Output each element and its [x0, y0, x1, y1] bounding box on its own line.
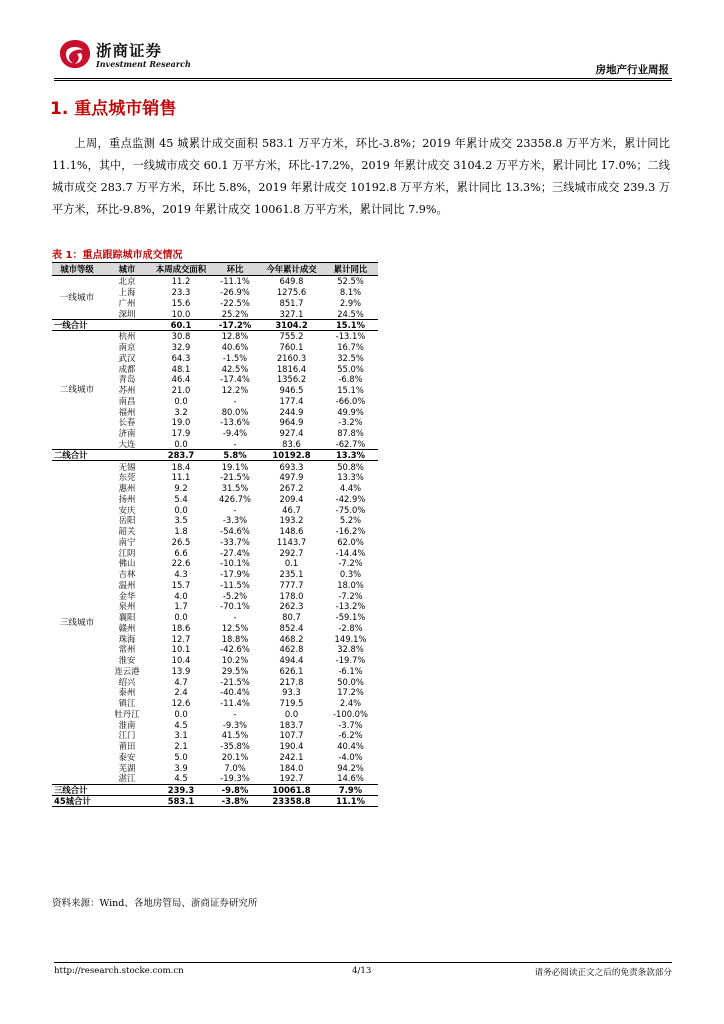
wow-change: 41.5%: [221, 730, 249, 741]
wow-change: -3.8%: [210, 795, 260, 806]
weekly-area: 13.9: [171, 665, 191, 676]
yoy-change: -100.0%: [333, 708, 368, 719]
ytd-volume: 462.8: [279, 644, 304, 655]
footer-disclaimer: 请务必阅读正文之后的免责条款部分: [534, 968, 672, 978]
ytd-volume: 2160.3: [276, 352, 307, 363]
weekly-area: 12.7: [171, 633, 191, 644]
wow-change: -11.4%: [220, 698, 250, 709]
grand-total-label: 45城合计: [52, 795, 152, 806]
yoy-change: 13.3%: [323, 450, 378, 461]
weekly-area: 64.3: [171, 352, 191, 363]
city-name: 赣州: [118, 622, 136, 633]
wow-change: 10.2%: [221, 655, 249, 666]
city-name: 青岛: [118, 374, 136, 385]
city-name: 苏州: [118, 385, 136, 396]
wow-change: -: [233, 395, 237, 406]
yoy-change: -42.9%: [335, 493, 366, 504]
city-sales-table: [52, 262, 378, 807]
yoy-change: 52.5%: [337, 276, 364, 287]
weekly-area: 583.1: [152, 795, 210, 806]
city-name: 东莞: [118, 472, 136, 483]
yoy-change: 40.4%: [337, 741, 364, 752]
weekly-area: 48.1: [171, 363, 191, 374]
ytd-volume: 946.5: [279, 385, 304, 396]
yoy-change: 2.9%: [339, 297, 362, 308]
weekly-area: 17.9: [171, 428, 191, 439]
ytd-volume: 193.2: [279, 515, 304, 526]
wow-change: -: [233, 708, 237, 719]
weekly-area: 0.0: [174, 612, 188, 623]
city-name: 南京: [118, 342, 136, 353]
yoy-change: -6.2%: [338, 730, 363, 741]
weekly-area: 11.1: [171, 472, 191, 483]
yoy-change: 8.1%: [339, 287, 362, 298]
city-name: 岳阳: [118, 515, 136, 526]
yoy-change: 2.4%: [339, 698, 362, 709]
yoy-change: 7.9%: [323, 784, 378, 795]
column-header: 累计同比: [323, 263, 378, 276]
ytd-volume: 177.4: [279, 395, 304, 406]
yoy-change: 11.1%: [323, 795, 378, 806]
wow-change: -11.5%: [220, 579, 250, 590]
weekly-area: 1.7: [174, 601, 188, 612]
ytd-volume: 190.4: [279, 741, 304, 752]
city-name: 牡丹江: [114, 708, 140, 719]
ytd-volume: 719.5: [279, 698, 304, 709]
weekly-area: 0.0: [174, 438, 188, 449]
weekly-area: 60.1: [152, 320, 210, 331]
page-number: 4/13: [352, 966, 372, 976]
ytd-volume: 760.1: [279, 342, 304, 353]
city-name: 连云港: [114, 665, 140, 676]
city-name: 佛山: [118, 558, 136, 569]
weekly-area: 4.7: [174, 676, 188, 687]
wow-change: -: [233, 612, 237, 623]
weekly-area: 21.0: [171, 385, 191, 396]
city-name: 珠海: [118, 633, 136, 644]
city-name: 江阴: [118, 547, 136, 558]
city-name: 淮安: [118, 655, 136, 666]
footer-url[interactable]: http://research.stocke.com.cn: [54, 966, 184, 976]
city-name: 温州: [118, 579, 136, 590]
wow-change: -19.3%: [220, 773, 250, 784]
tier-label: 一线城市: [59, 292, 95, 303]
city-name: 大连: [118, 438, 136, 449]
ytd-volume: 3104.2: [260, 320, 323, 331]
weekly-area: 46.4: [171, 374, 191, 385]
ytd-volume: 235.1: [279, 569, 304, 580]
yoy-change: 55.0%: [337, 363, 364, 374]
ytd-volume: 148.6: [279, 526, 304, 537]
weekly-area: 3.9: [174, 762, 188, 773]
city-name: 广州: [118, 297, 136, 308]
weekly-area: 6.6: [174, 547, 188, 558]
weekly-area: 4.5: [174, 719, 188, 730]
logo-text-cn: 浙商证券: [96, 42, 163, 60]
wow-change: -10.1%: [220, 558, 250, 569]
weekly-area: 10.0: [171, 308, 191, 319]
ytd-volume: 10192.8: [260, 450, 323, 461]
city-name: 福州: [118, 406, 136, 417]
ytd-volume: 46.7: [282, 504, 301, 515]
wow-change: 25.2%: [221, 308, 249, 319]
weekly-area: 5.0: [174, 751, 188, 762]
city-name: 淮南: [118, 719, 136, 730]
city-name: 上海: [118, 287, 136, 298]
city-name: 惠州: [118, 483, 136, 494]
weekly-area: 15.7: [171, 579, 191, 590]
city-name: 金华: [118, 590, 136, 601]
yoy-change: 14.6%: [337, 773, 364, 784]
ytd-volume: 649.8: [279, 276, 304, 287]
city-name: 镇江: [118, 698, 136, 709]
yoy-change: -75.0%: [335, 504, 366, 515]
weekly-area: 283.7: [152, 450, 210, 461]
wow-change: -3.3%: [222, 515, 248, 526]
ytd-volume: 10061.8: [260, 784, 323, 795]
city-name: 湛江: [118, 773, 136, 784]
yoy-change: 50.0%: [337, 676, 364, 687]
grand-total-row: [52, 795, 378, 806]
header-rule: [54, 78, 672, 79]
table-row: [52, 331, 378, 342]
yoy-change: 49.9%: [337, 406, 364, 417]
column-header: 城市等级: [52, 263, 102, 276]
city-name: 襄阳: [118, 612, 136, 623]
ytd-volume: 262.3: [279, 601, 304, 612]
wow-change: 19.1%: [221, 461, 249, 472]
ytd-volume: 217.8: [279, 676, 304, 687]
yoy-change: 0.3%: [339, 569, 362, 580]
city-name: 江门: [118, 730, 136, 741]
report-type: 房地产行业周报: [595, 64, 669, 76]
subtotal-label: 二线合计: [52, 450, 152, 461]
wow-change: -27.4%: [220, 547, 250, 558]
weekly-area: 5.4: [174, 493, 188, 504]
wow-change: 31.5%: [221, 483, 249, 494]
ytd-volume: 292.7: [279, 547, 304, 558]
wow-change: -22.5%: [220, 297, 250, 308]
wow-change: 12.5%: [221, 622, 249, 633]
wow-change: -17.4%: [220, 374, 250, 385]
city-name: 泰州: [118, 687, 136, 698]
yoy-change: 32.5%: [337, 352, 364, 363]
ytd-volume: 964.9: [279, 417, 304, 428]
header-rule-double: [54, 80, 672, 81]
ytd-volume: 23358.8: [260, 795, 323, 806]
yoy-change: 50.8%: [337, 461, 364, 472]
subtotal-row: [52, 450, 378, 461]
weekly-area: 26.5: [171, 536, 191, 547]
yoy-change: -7.2%: [338, 590, 363, 601]
ytd-volume: 693.3: [279, 461, 304, 472]
yoy-change: 24.5%: [337, 308, 364, 319]
yoy-change: 32.8%: [337, 644, 364, 655]
yoy-change: -2.8%: [338, 622, 363, 633]
ytd-volume: 242.1: [279, 751, 304, 762]
yoy-change: 13.3%: [337, 472, 364, 483]
weekly-area: 18.4: [171, 461, 191, 472]
weekly-area: 10.4: [171, 655, 191, 666]
yoy-change: 18.0%: [337, 579, 364, 590]
yoy-change: 15.1%: [323, 320, 378, 331]
wow-change: -21.5%: [220, 676, 250, 687]
subtotal-row: [52, 784, 378, 795]
wow-change: -9.4%: [222, 428, 248, 439]
wow-change: -35.8%: [220, 741, 250, 752]
weekly-area: 11.2: [171, 276, 191, 287]
yoy-change: 149.1%: [334, 633, 367, 644]
table-header-row: [52, 263, 378, 276]
wow-change: 42.5%: [221, 363, 249, 374]
city-name: 泰安: [118, 751, 136, 762]
yoy-change: -14.4%: [335, 547, 366, 558]
ytd-volume: 244.9: [279, 406, 304, 417]
ytd-volume: 327.1: [279, 308, 304, 319]
city-name: 长春: [118, 417, 136, 428]
weekly-area: 0.0: [174, 504, 188, 515]
yoy-change: -7.2%: [338, 558, 363, 569]
yoy-change: 16.7%: [337, 342, 364, 353]
city-name: 无锡: [118, 461, 136, 472]
subtotal-label: 三线合计: [52, 784, 152, 795]
weekly-area: 15.6: [171, 297, 191, 308]
weekly-area: 4.5: [174, 773, 188, 784]
weekly-area: 4.0: [174, 590, 188, 601]
logo-text-en: Investment Research: [96, 59, 191, 69]
city-name: 芜湖: [118, 762, 136, 773]
column-header: 本周成交面积: [152, 263, 210, 276]
wow-change: 18.8%: [221, 633, 249, 644]
city-name: 杭州: [118, 331, 136, 342]
wow-change: -42.6%: [220, 644, 250, 655]
yoy-change: -13.2%: [335, 601, 366, 612]
ytd-volume: 927.4: [279, 428, 304, 439]
wow-change: -13.6%: [220, 417, 250, 428]
yoy-change: 4.4%: [339, 483, 362, 494]
city-name: 绍兴: [118, 676, 136, 687]
ytd-volume: 267.2: [279, 483, 304, 494]
wow-change: 40.6%: [221, 342, 249, 353]
city-name: 吉林: [118, 569, 136, 580]
city-name: 武汉: [118, 352, 136, 363]
weekly-area: 10.1: [171, 644, 191, 655]
yoy-change: 62.0%: [337, 536, 364, 547]
city-name: 莆田: [118, 741, 136, 752]
wow-change: -17.2%: [210, 320, 260, 331]
yoy-change: -16.2%: [335, 526, 366, 537]
wow-change: 20.1%: [221, 751, 249, 762]
yoy-change: -19.7%: [335, 655, 366, 666]
ytd-volume: 1143.7: [276, 536, 307, 547]
wow-change: -26.9%: [220, 287, 250, 298]
city-name: 济南: [118, 428, 136, 439]
yoy-change: 15.1%: [337, 385, 364, 396]
ytd-volume: 80.7: [282, 612, 301, 623]
ytd-volume: 209.4: [279, 493, 304, 504]
ytd-volume: 183.7: [279, 719, 304, 730]
weekly-area: 22.6: [171, 558, 191, 569]
yoy-change: -6.1%: [338, 665, 363, 676]
subtotal-row: [52, 320, 378, 331]
yoy-change: 94.2%: [337, 762, 364, 773]
column-header: 今年累计成交: [260, 263, 323, 276]
weekly-area: 0.0: [174, 708, 188, 719]
yoy-change: -4.0%: [338, 751, 363, 762]
wow-change: 426.7%: [219, 493, 251, 504]
wow-change: -: [233, 438, 237, 449]
ytd-volume: 93.3: [282, 687, 301, 698]
table-body: [52, 276, 378, 807]
column-header: 环比: [210, 263, 260, 276]
city-name: 南宁: [118, 536, 136, 547]
ytd-volume: 192.7: [279, 773, 304, 784]
wow-change: 5.8%: [210, 450, 260, 461]
yoy-change: 87.8%: [337, 428, 364, 439]
tier-label: 三线城市: [59, 617, 95, 628]
ytd-volume: 497.9: [279, 472, 304, 483]
weekly-area: 19.0: [171, 417, 191, 428]
source-note: 资料来源：Wind、各地房管局、浙商证券研究所: [52, 898, 258, 909]
wow-change: -70.1%: [220, 601, 250, 612]
yoy-change: -62.7%: [335, 438, 366, 449]
weekly-area: 3.1: [174, 730, 188, 741]
wow-change: -1.5%: [222, 352, 248, 363]
weekly-area: 2.4: [174, 687, 188, 698]
weekly-area: 12.6: [171, 698, 191, 709]
wow-change: -: [233, 504, 237, 515]
wow-change: -9.8%: [210, 784, 260, 795]
wow-change: -40.4%: [220, 687, 250, 698]
wow-change: 12.2%: [221, 385, 249, 396]
yoy-change: -59.1%: [335, 612, 366, 623]
weekly-area: 3.2: [174, 406, 188, 417]
table-row: [52, 276, 378, 287]
ytd-volume: 1356.2: [276, 374, 307, 385]
yoy-change: 17.2%: [337, 687, 364, 698]
wow-change: -11.1%: [220, 276, 250, 287]
wow-change: -33.7%: [220, 536, 250, 547]
ytd-volume: 83.6: [282, 438, 301, 449]
ytd-volume: 1275.6: [276, 287, 307, 298]
wow-change: 80.0%: [221, 406, 249, 417]
wow-change: -17.9%: [220, 569, 250, 580]
ytd-volume: 468.2: [279, 633, 304, 644]
wow-change: -9.3%: [222, 719, 248, 730]
ytd-volume: 0.1: [284, 558, 299, 569]
city-name: 扬州: [118, 493, 136, 504]
wow-change: 29.5%: [221, 665, 249, 676]
ytd-volume: 626.1: [279, 665, 304, 676]
ytd-volume: 852.4: [279, 622, 304, 633]
city-name: 南昌: [118, 395, 136, 406]
yoy-change: -66.0%: [335, 395, 366, 406]
weekly-area: 1.8: [174, 526, 188, 537]
wow-change: -54.6%: [220, 526, 250, 537]
yoy-change: -3.7%: [338, 719, 363, 730]
weekly-area: 239.3: [152, 784, 210, 795]
logo-icon: [57, 38, 93, 70]
weekly-area: 23.3: [171, 287, 191, 298]
table-row: [52, 461, 378, 472]
yoy-change: -13.1%: [335, 331, 366, 342]
page-header: [54, 38, 670, 78]
city-name: 常州: [118, 644, 136, 655]
weekly-area: 32.9: [171, 342, 191, 353]
wow-change: -21.5%: [220, 472, 250, 483]
ytd-volume: 1816.4: [276, 363, 307, 374]
weekly-area: 30.8: [171, 331, 191, 342]
table-caption: 表 1：重点跟踪城市成交情况: [52, 250, 183, 261]
city-name: 泉州: [118, 601, 136, 612]
city-name: 成都: [118, 363, 136, 374]
yoy-change: 5.2%: [339, 515, 362, 526]
ytd-volume: 777.7: [279, 579, 304, 590]
weekly-area: 18.6: [171, 622, 191, 633]
ytd-volume: 0.0: [284, 708, 299, 719]
city-name: 韶关: [118, 526, 136, 537]
wow-change: 12.8%: [221, 331, 249, 342]
tier-label: 二线城市: [59, 385, 95, 396]
ytd-volume: 851.7: [279, 297, 304, 308]
subtotal-label: 一线合计: [52, 320, 152, 331]
footer-rule: [54, 962, 672, 963]
ytd-volume: 494.4: [279, 655, 304, 666]
weekly-area: 4.3: [174, 569, 188, 580]
wow-change: -5.2%: [222, 590, 248, 601]
yoy-change: -6.8%: [338, 374, 363, 385]
ytd-volume: 178.0: [279, 590, 304, 601]
wow-change: 7.0%: [224, 762, 246, 773]
ytd-volume: 184.0: [279, 762, 304, 773]
city-name: 深圳: [118, 308, 136, 319]
weekly-area: 0.0: [174, 395, 188, 406]
section-paragraph: 上周，重点监测 45 城累计成交面积 583.1 万平方米，环比-3.8%；2019 年累计成交 23358.8 万平方米，累计同比 11.1%，其中，一线城市成交 60.1 万平方米，环比-17.2%，2019 年累计成交 3104.2 万平方米，累计同比 17.0%；二线城市成交 283.7 万平方米，环比 5.8%，2019 年累计成交 10192.8 万平方米，累计同比 13.3%；三线城市成交 239.3 万平方米，环比-9.8%，2019 年累计成交 10061.8 万平方米，累计同比 7.9%。: [52, 137, 670, 216]
ytd-volume: 755.2: [279, 331, 304, 342]
ytd-volume: 107.7: [279, 730, 304, 741]
column-header: 城市: [102, 263, 152, 276]
city-name: 安庆: [118, 504, 136, 515]
weekly-area: 2.1: [174, 741, 188, 752]
weekly-area: 9.2: [174, 483, 188, 494]
weekly-area: 3.5: [174, 515, 188, 526]
city-name: 北京: [118, 276, 136, 287]
section-title: 1. 重点城市销售: [50, 99, 177, 119]
yoy-change: -3.2%: [338, 417, 363, 428]
